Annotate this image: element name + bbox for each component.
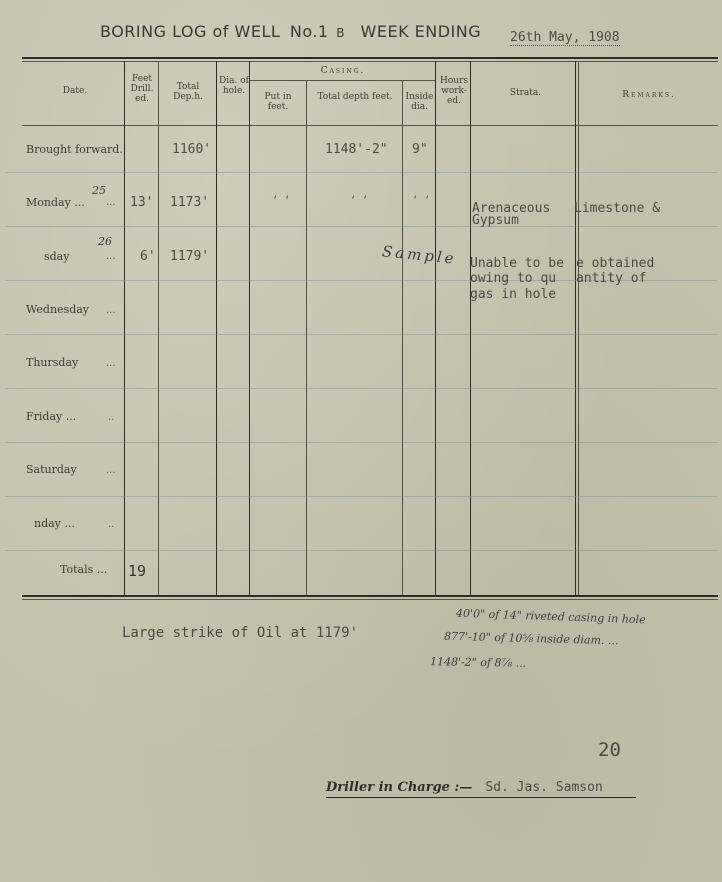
row-brought-forward-label: Brought forward. (26, 143, 123, 156)
row-guide (5, 388, 717, 389)
monday-ditto-total: ‘ ‘ (350, 195, 369, 206)
brought-forward-inside-dia: 9" (412, 142, 428, 157)
document-title (100, 22, 481, 41)
monday-ditto-put-in: ‘ ‘ (272, 195, 291, 206)
col-rule-7 (435, 61, 436, 595)
row-monday-label: Monday ... (26, 196, 85, 209)
week-ending-label: WEEK ENDING (360, 22, 482, 41)
header-strata: Strata. (509, 88, 542, 98)
title-prefix: BORING LOG of WELL (100, 22, 281, 41)
brought-forward-casing-depth: 1148'-2" (325, 142, 388, 157)
row-tuesday-label: sday (44, 250, 70, 263)
col-rule-3 (216, 61, 217, 595)
row-guide (5, 496, 717, 497)
header-feet-drilled: Feet Drill. ed. (130, 74, 154, 104)
col-rule-5 (306, 80, 307, 595)
row-guide (5, 172, 717, 173)
row-guide (5, 334, 717, 335)
sunday-dots: .. (108, 519, 115, 530)
header-put-in-feet: Put in feet. (264, 92, 292, 112)
monday-hand-date: 25 (92, 184, 106, 197)
row-guide (5, 442, 717, 443)
week-ending-value: 26th May, 1908 (510, 30, 620, 45)
header-casing: Casing. (320, 66, 366, 76)
tuesday-hand-date: 26 (98, 235, 112, 248)
thursday-dots: ... (106, 358, 116, 369)
tuesday-hand-note: Sample (381, 242, 458, 268)
driller-name: Sd. Jas. Samson (485, 780, 603, 795)
table-bottom-rule (22, 595, 718, 597)
friday-dots: .. (108, 412, 115, 423)
col-rule-9 (575, 61, 576, 595)
row-friday-label: Friday ... (26, 410, 77, 423)
driller-signature-line (326, 776, 636, 798)
header-total-depth: Total Dep.h. (173, 82, 203, 102)
casing-note-line-2: 877'-10" of 10⅝ inside diam. ... (443, 629, 619, 648)
tuesday-feet-drilled: 6' (140, 249, 156, 264)
col-rule-8 (470, 61, 471, 595)
row-wednesday-label: Wednesday (26, 303, 90, 316)
wednesday-dots: ... (106, 305, 116, 316)
sheet-number: 20 (598, 739, 621, 761)
header-hours-worked: Hours work- ed. (440, 76, 468, 106)
monday-feet-drilled: 13' (130, 195, 154, 210)
monday-strata-line-2: Gypsum (472, 213, 519, 228)
tuesday-total-depth: 1179' (170, 249, 210, 264)
well-number: No.1 (289, 22, 329, 41)
casing-subheader-rule (250, 80, 435, 81)
row-thursday-label: Thursday (26, 356, 79, 369)
col-rule-4 (249, 61, 250, 595)
col-rule-6 (402, 80, 403, 595)
driller-label: Driller in Charge :— (326, 780, 473, 795)
row-guide (5, 226, 717, 227)
row-guide (5, 550, 717, 551)
tuesday-remarks-line-2: antity of (576, 271, 647, 286)
oil-strike-note: Large strike of Oil at 1179' (122, 625, 359, 641)
casing-note-line-1: 40'0" of 14" riveted casing in hole (455, 606, 646, 627)
header-remarks: Remarks. (622, 90, 676, 100)
saturday-dots: ... (106, 465, 116, 476)
monday-dots: ... (106, 197, 116, 208)
row-sunday-label: nday ... (34, 517, 75, 530)
casing-note-line-3: 1148'-2" of 8⅞ ... (429, 655, 527, 670)
tuesday-remarks-line-1: e obtained (576, 256, 655, 271)
monday-remarks-line-1: Limestone & (574, 201, 661, 216)
col-rule-2 (158, 61, 159, 595)
tuesday-strata-line-3: gas in hole (470, 287, 557, 302)
tuesday-dots: ... (106, 251, 116, 262)
header-date: Date. (62, 86, 88, 96)
brought-forward-total-depth: 1160' (172, 142, 212, 157)
header-total-depth-feet: Total depth feet. (317, 92, 393, 102)
header-inside-dia: Inside dia. (405, 92, 434, 112)
monday-ditto-dia: ‘ ‘ (412, 195, 431, 206)
tuesday-strata-line-2: owing to qu (470, 271, 557, 286)
tuesday-strata-line-1: Unable to be (470, 256, 564, 271)
monday-total-depth: 1173' (170, 195, 210, 210)
well-suffix: B (336, 26, 345, 40)
header-dia-of-hole: Dia. of hole. (219, 76, 249, 96)
table-bottom-rule-2 (22, 599, 718, 600)
totals-feet-drilled: 19 (128, 562, 147, 580)
table-top-rule (22, 57, 718, 59)
table-top-rule-2 (22, 61, 718, 62)
row-totals-label: Totals ... (60, 563, 108, 576)
col-rule-1 (124, 61, 125, 595)
header-bottom-rule (22, 125, 718, 126)
row-saturday-label: Saturday (26, 463, 77, 476)
col-rule-10 (578, 61, 579, 595)
monday-strata-line-1: Arenaceous (472, 201, 551, 216)
